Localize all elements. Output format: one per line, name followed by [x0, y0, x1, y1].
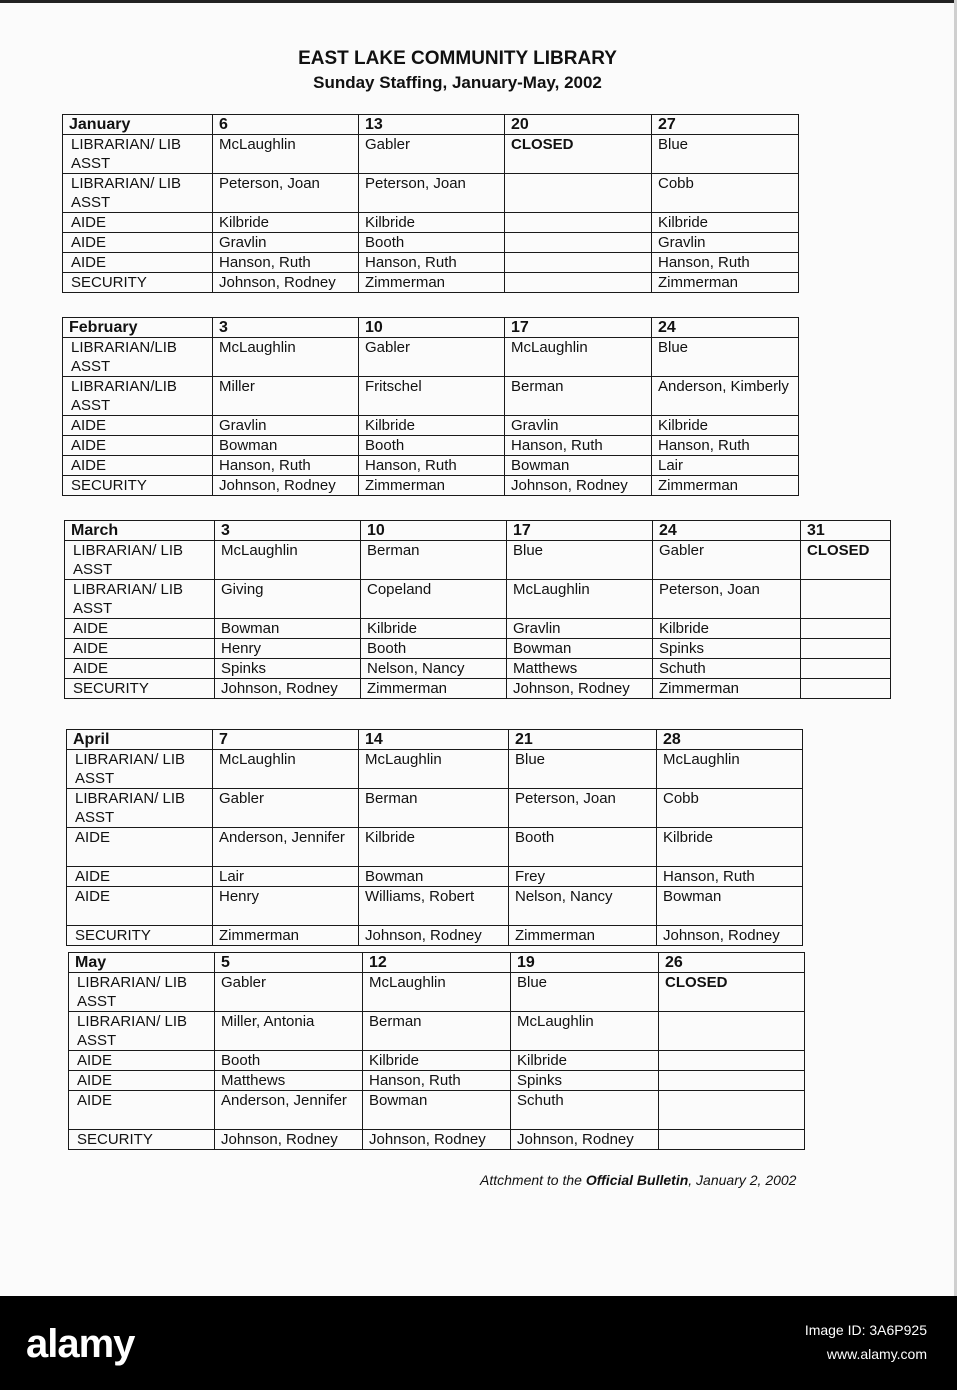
staff-cell: Kilbride	[652, 213, 799, 233]
month-header-row	[69, 953, 805, 973]
staff-cell: Booth	[359, 436, 505, 456]
staff-cell: Zimmerman	[359, 476, 505, 496]
staff-cell: Gravlin	[652, 233, 799, 253]
staff-cell	[659, 1012, 805, 1051]
staff-cell: Zimmerman	[652, 476, 799, 496]
role-label: SECURITY	[69, 1130, 215, 1150]
staff-cell: Hanson, Ruth	[213, 253, 359, 273]
staff-cell: McLaughlin	[657, 750, 803, 789]
footer-prefix: Attchment to the	[480, 1172, 586, 1188]
role-label: AIDE	[63, 456, 213, 476]
role-label: SECURITY	[63, 476, 213, 496]
staff-cell: Gravlin	[213, 416, 359, 436]
staff-cell: McLaughlin	[215, 541, 361, 580]
staff-cell: Berman	[359, 789, 509, 828]
staff-cell: Bowman	[657, 887, 803, 926]
staff-cell: Hanson, Ruth	[657, 867, 803, 887]
stock-logo: alamy	[26, 1322, 135, 1366]
staff-cell: Bowman	[363, 1091, 511, 1130]
staff-cell: Anderson, Jennifer	[215, 1091, 363, 1130]
staff-cell: Giving	[215, 580, 361, 619]
staff-cell: Blue	[509, 750, 657, 789]
staff-cell: McLaughlin	[213, 135, 359, 174]
staff-cell: Berman	[361, 541, 507, 580]
role-label: LIBRARIAN/ LIB ASST	[67, 789, 213, 828]
staff-cell: Zimmerman	[509, 926, 657, 946]
staff-cell: Kilbride	[359, 828, 509, 867]
document-title: EAST LAKE COMMUNITY LIBRARY	[298, 48, 617, 69]
schedule-table-april	[66, 729, 803, 946]
month-header-row	[63, 318, 799, 338]
staff-cell: McLaughlin	[507, 580, 653, 619]
staff-cell	[505, 174, 652, 213]
month-name: May	[69, 953, 215, 973]
closed-cell: CLOSED	[801, 541, 891, 580]
staff-cell: Hanson, Ruth	[652, 253, 799, 273]
staff-cell	[801, 619, 891, 639]
footer-bulletin-name: Official Bulletin	[585, 1172, 689, 1188]
month-header-row	[67, 730, 803, 750]
staff-row	[63, 253, 799, 273]
staff-row	[67, 926, 803, 946]
staff-cell: Henry	[213, 887, 359, 926]
staff-row	[63, 273, 799, 293]
staff-row	[63, 213, 799, 233]
staff-cell: Berman	[363, 1012, 511, 1051]
staff-row	[69, 1012, 805, 1051]
staff-cell: Copeland	[361, 580, 507, 619]
staff-cell: Peterson, Joan	[509, 789, 657, 828]
schedule-table-january	[62, 114, 799, 293]
staff-row	[67, 867, 803, 887]
stock-image-id: Image ID: 3A6P925	[804, 1322, 927, 1338]
date-header: 13	[359, 115, 505, 135]
staff-cell: Bowman	[507, 639, 653, 659]
role-label: AIDE	[65, 639, 215, 659]
schedule-body	[65, 521, 891, 699]
role-label: AIDE	[63, 213, 213, 233]
staff-cell: Blue	[652, 338, 799, 377]
staff-cell: Kilbride	[657, 828, 803, 867]
date-header: 3	[213, 318, 359, 338]
date-header: 3	[215, 521, 361, 541]
staff-cell: Anderson, Jennifer	[213, 828, 359, 867]
closed-cell: CLOSED	[505, 135, 652, 174]
staff-cell: Booth	[215, 1051, 363, 1071]
staff-cell: Nelson, Nancy	[509, 887, 657, 926]
date-header: 24	[653, 521, 801, 541]
role-label: AIDE	[67, 828, 213, 867]
role-label: LIBRARIAN/LIB ASST	[63, 377, 213, 416]
staff-cell: McLaughlin	[511, 1012, 659, 1051]
staff-cell: Cobb	[657, 789, 803, 828]
staff-cell: Lair	[213, 867, 359, 887]
staff-cell: Hanson, Ruth	[505, 436, 652, 456]
staff-row	[63, 338, 799, 377]
staff-cell: Johnson, Rodney	[657, 926, 803, 946]
date-header: 26	[659, 953, 805, 973]
date-header: 17	[505, 318, 652, 338]
schedule-body	[63, 115, 799, 293]
staff-cell	[659, 1091, 805, 1130]
staff-cell: Bowman	[505, 456, 652, 476]
staff-row	[63, 135, 799, 174]
staff-cell: Gabler	[359, 135, 505, 174]
staff-cell: Johnson, Rodney	[213, 476, 359, 496]
staff-cell: Zimmerman	[359, 273, 505, 293]
staff-cell: Booth	[361, 639, 507, 659]
staff-cell: Kilbride	[359, 416, 505, 436]
staff-cell	[801, 580, 891, 619]
staff-row	[63, 174, 799, 213]
role-label: AIDE	[63, 253, 213, 273]
schedule-table-february	[62, 317, 799, 496]
staff-cell: McLaughlin	[363, 973, 511, 1012]
staff-cell	[801, 659, 891, 679]
month-name: April	[67, 730, 213, 750]
staff-cell: McLaughlin	[213, 338, 359, 377]
staff-cell: Gravlin	[505, 416, 652, 436]
footer-suffix: , January 2, 2002	[688, 1172, 797, 1188]
staff-row	[65, 580, 891, 619]
staff-cell: Johnson, Rodney	[511, 1130, 659, 1150]
staff-cell: Spinks	[653, 639, 801, 659]
staff-cell: Johnson, Rodney	[213, 273, 359, 293]
staff-cell	[505, 253, 652, 273]
role-label: AIDE	[69, 1051, 215, 1071]
staff-cell: Miller, Antonia	[215, 1012, 363, 1051]
staff-cell: Kilbride	[653, 619, 801, 639]
staff-cell: Anderson, Kimberly	[652, 377, 799, 416]
staff-cell: Kilbride	[511, 1051, 659, 1071]
month-header-row	[65, 521, 891, 541]
staff-cell: Kilbride	[363, 1051, 511, 1071]
role-label: AIDE	[63, 416, 213, 436]
date-header: 10	[359, 318, 505, 338]
date-header: 20	[505, 115, 652, 135]
staff-row	[65, 619, 891, 639]
staff-cell	[659, 1130, 805, 1150]
schedule-body	[63, 318, 799, 496]
staff-row	[67, 828, 803, 867]
staff-cell: Williams, Robert	[359, 887, 509, 926]
staff-cell	[801, 639, 891, 659]
staff-cell: Nelson, Nancy	[361, 659, 507, 679]
staff-cell: Hanson, Ruth	[359, 456, 505, 476]
staff-cell: Matthews	[215, 1071, 363, 1091]
staff-row	[67, 750, 803, 789]
role-label: AIDE	[67, 867, 213, 887]
schedule-body	[69, 953, 805, 1150]
staff-cell: Johnson, Rodney	[363, 1130, 511, 1150]
role-label: LIBRARIAN/ LIB ASST	[63, 135, 213, 174]
staff-cell: Gabler	[215, 973, 363, 1012]
date-header: 7	[213, 730, 359, 750]
staff-cell	[505, 213, 652, 233]
staff-row	[63, 476, 799, 496]
staff-cell: Schuth	[511, 1091, 659, 1130]
role-label: LIBRARIAN/ LIB ASST	[63, 174, 213, 213]
staff-cell: Zimmerman	[213, 926, 359, 946]
staff-cell: Schuth	[653, 659, 801, 679]
staff-cell: Johnson, Rodney	[215, 1130, 363, 1150]
staff-cell: Gabler	[359, 338, 505, 377]
staff-row	[69, 1071, 805, 1091]
scan-edge	[0, 0, 957, 3]
staff-row	[69, 1130, 805, 1150]
role-label: AIDE	[67, 887, 213, 926]
staff-cell: Gabler	[653, 541, 801, 580]
staff-row	[63, 233, 799, 253]
staff-cell: Kilbride	[361, 619, 507, 639]
staff-cell: Bowman	[213, 436, 359, 456]
date-header: 27	[652, 115, 799, 135]
staff-row	[69, 1091, 805, 1130]
staff-cell: McLaughlin	[505, 338, 652, 377]
role-label: AIDE	[65, 659, 215, 679]
staff-cell	[659, 1051, 805, 1071]
staff-row	[65, 659, 891, 679]
staff-cell: Hanson, Ruth	[213, 456, 359, 476]
stock-url: www.alamy.com	[826, 1346, 927, 1362]
date-header: 31	[801, 521, 891, 541]
staff-cell: Kilbride	[652, 416, 799, 436]
role-label: SECURITY	[67, 926, 213, 946]
month-header-row	[63, 115, 799, 135]
staff-cell: Blue	[652, 135, 799, 174]
staff-cell: Kilbride	[213, 213, 359, 233]
role-label: LIBRARIAN/LIB ASST	[63, 338, 213, 377]
staff-cell: Booth	[509, 828, 657, 867]
staff-cell: Lair	[652, 456, 799, 476]
staff-cell: Zimmerman	[361, 679, 507, 699]
staff-cell: Johnson, Rodney	[507, 679, 653, 699]
staff-cell: Spinks	[215, 659, 361, 679]
staff-row	[69, 973, 805, 1012]
date-header: 10	[361, 521, 507, 541]
staff-cell	[505, 273, 652, 293]
document-subtitle: Sunday Staffing, January-May, 2002	[313, 73, 602, 92]
schedule-table-march	[64, 520, 891, 699]
staff-cell: Peterson, Joan	[213, 174, 359, 213]
staff-cell: Spinks	[511, 1071, 659, 1091]
staff-cell: Miller	[213, 377, 359, 416]
role-label: AIDE	[65, 619, 215, 639]
staff-row	[63, 416, 799, 436]
staff-row	[65, 639, 891, 659]
staff-cell: Zimmerman	[653, 679, 801, 699]
staff-row	[63, 377, 799, 416]
staff-cell: Gravlin	[507, 619, 653, 639]
month-name: March	[65, 521, 215, 541]
staff-row	[63, 436, 799, 456]
staff-cell: Hanson, Ruth	[363, 1071, 511, 1091]
month-name: January	[63, 115, 213, 135]
date-header: 6	[213, 115, 359, 135]
staff-cell: McLaughlin	[359, 750, 509, 789]
role-label: AIDE	[63, 233, 213, 253]
date-header: 12	[363, 953, 511, 973]
role-label: LIBRARIAN/ LIB ASST	[65, 580, 215, 619]
staff-cell: Frey	[509, 867, 657, 887]
staff-row	[67, 789, 803, 828]
role-label: LIBRARIAN/ LIB ASST	[67, 750, 213, 789]
footer-note	[480, 1172, 796, 1188]
staff-cell	[801, 679, 891, 699]
staff-cell: Kilbride	[359, 213, 505, 233]
staff-cell: Zimmerman	[652, 273, 799, 293]
date-header: 5	[215, 953, 363, 973]
date-header: 21	[509, 730, 657, 750]
staff-cell: Henry	[215, 639, 361, 659]
staff-cell: Johnson, Rodney	[215, 679, 361, 699]
staff-cell: Bowman	[359, 867, 509, 887]
staff-cell	[659, 1071, 805, 1091]
staff-row	[65, 679, 891, 699]
staff-cell: Berman	[505, 377, 652, 416]
closed-cell: CLOSED	[659, 973, 805, 1012]
role-label: AIDE	[69, 1091, 215, 1130]
role-label: LIBRARIAN/ LIB ASST	[69, 973, 215, 1012]
staff-cell: Gabler	[213, 789, 359, 828]
role-label: SECURITY	[63, 273, 213, 293]
date-header: 19	[511, 953, 659, 973]
staff-row	[67, 887, 803, 926]
staff-cell: Cobb	[652, 174, 799, 213]
staff-cell: Blue	[511, 973, 659, 1012]
staff-cell: Peterson, Joan	[653, 580, 801, 619]
staff-cell: Johnson, Rodney	[505, 476, 652, 496]
staff-cell: Peterson, Joan	[359, 174, 505, 213]
staff-cell	[505, 233, 652, 253]
role-label: AIDE	[63, 436, 213, 456]
role-label: AIDE	[69, 1071, 215, 1091]
date-header: 24	[652, 318, 799, 338]
staff-cell: Hanson, Ruth	[652, 436, 799, 456]
schedule-body	[67, 730, 803, 946]
staff-cell: Gravlin	[213, 233, 359, 253]
staff-cell: Booth	[359, 233, 505, 253]
role-label: LIBRARIAN/ LIB ASST	[69, 1012, 215, 1051]
staff-row	[65, 541, 891, 580]
date-header: 17	[507, 521, 653, 541]
date-header: 14	[359, 730, 509, 750]
staff-cell: Hanson, Ruth	[359, 253, 505, 273]
staff-row	[69, 1051, 805, 1071]
staff-cell: Blue	[507, 541, 653, 580]
month-name: February	[63, 318, 213, 338]
role-label: LIBRARIAN/ LIB ASST	[65, 541, 215, 580]
staff-cell: Johnson, Rodney	[359, 926, 509, 946]
role-label: SECURITY	[65, 679, 215, 699]
staff-cell: McLaughlin	[213, 750, 359, 789]
schedule-table-may	[68, 952, 805, 1150]
stock-watermark-bar	[0, 1296, 957, 1390]
staff-cell: Bowman	[215, 619, 361, 639]
date-header: 28	[657, 730, 803, 750]
staff-cell: Fritschel	[359, 377, 505, 416]
staff-cell: Matthews	[507, 659, 653, 679]
staff-row	[63, 456, 799, 476]
